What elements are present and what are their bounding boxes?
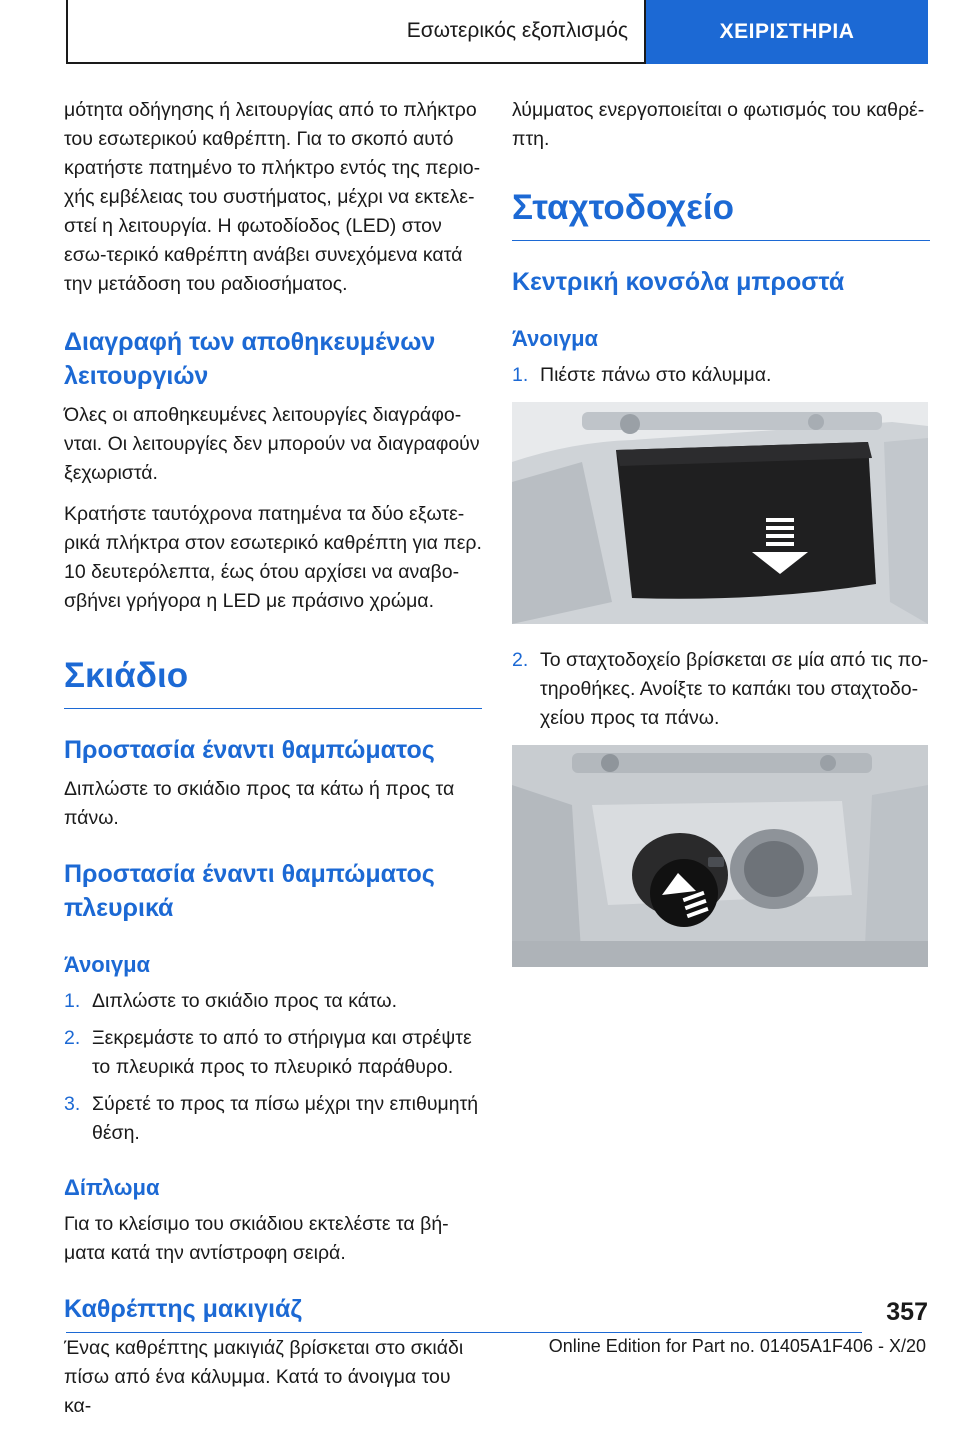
glare-heading: Προστασία έναντι θαμπώματος [64,736,435,764]
step-number: 3. [64,1093,81,1115]
step-number: 1. [512,364,529,386]
opening-heading: Άνοιγμα [512,326,599,351]
step-text: Διπλώστε το σκιάδιο προς τα κάτω. [92,990,398,1012]
list-item [64,987,482,1016]
opening-step-2 [512,646,930,733]
list-item [64,1090,482,1148]
ashtray-heading: Σταχτοδοχείο [512,188,930,241]
list-item [64,1024,482,1082]
mirror-heading: Καθρέπτης μακιγιάζ [64,1295,302,1323]
right-column [512,96,930,989]
step-number: 1. [64,990,81,1012]
console-heading: Κεντρική κονσόλα μπροστά [512,268,845,296]
section-title: Εσωτερικός εξοπλισμός [66,0,646,64]
ashtray-cover-photo [512,402,928,624]
cupholder-ashtray-photo [512,745,928,967]
opening-heading: Άνοιγμα [64,952,151,977]
step-number: 2. [64,1027,81,1049]
folding-text: Για το κλείσιμο του σκιάδιου εκτελέστε τα βή‐ματα κατά την αντίστροφη σειρά. [64,1213,449,1264]
opening-steps [64,987,482,1148]
footer-divider [66,1332,862,1333]
page-number: 357 [886,1298,928,1326]
glare-text: Διπλώστε το σκιάδιο προς τα κάτω ή προς τα πάνω. [64,778,455,829]
delete-heading: Διαγραφή των αποθηκευμένων λειτουργιών [64,328,436,390]
chapter-tab[interactable]: ΧΕΙΡΙΣΤΗΡΙΑ [646,0,928,64]
step-text: Ξεκρεμάστε το από το στήριγμα και στρέψτε το πλευρικά προς το πλευρικό παράθυρο. [92,1027,472,1078]
list-item [512,361,930,390]
intro-paragraph: μότητα οδήγησης ή λειτουργίας από το πλήκτρο του εσωτερικού καθρέπτη. Για το σκοπό αυτό κρατήστε πατημένο το πλήκτρο εντός της περιο‐χής εμβέλειας του συστήματος, μέχρι να εκτελε‐στεί η λειτουργία. Η φωτοδίοδος (LED) στον εσω‐τερικό καθρέπτη ανάβει συνεχόμενα κατά την μετάδοση του ραδιοσήματος. [64,99,481,295]
sunvisor-heading: Σκιάδιο [64,656,482,709]
opening-step-1 [512,361,930,390]
list-item [512,646,930,733]
intro-paragraph: λύμματος ενεργοποιείται ο φωτισμός του καθρέ‐πτη. [512,99,925,150]
ashtray-cover-illustration [512,402,928,624]
mirror-text: Ένας καθρέπτης μακιγιάζ βρίσκεται στο σκιάδι πίσω από ένα κάλυμμα. Κατά το άνοιγμα του κα‐ [64,1337,464,1417]
step-number: 2. [512,649,529,671]
delete-paragraph-2: Κρατήστε ταυτόχρονα πατημένα τα δύο εξωτε‐ρικά πλήκτρα στον εσωτερικό καθρέπτη για περ. 10 δευτερόλεπτα, έως ότου αρχίσει να αναβο‐σβήνει γρήγορα η LED με πράσινο χρώμα. [64,503,482,612]
cupholder-ashtray-illustration [512,745,928,967]
step-text: Το σταχτοδοχείο βρίσκεται σε μία από τις πο‐τηροθήκες. Ανοίξτε το καπάκι του σταχτοδο‐χείου προς τα πάνω. [540,649,929,729]
step-text: Σύρετέ το προς τα πίσω μέχρι την επιθυμητή θέση. [92,1093,479,1144]
left-column [64,96,482,1433]
page-header [66,0,928,66]
delete-paragraph-1: Όλες οι αποθηκευμένες λειτουργίες διαγράφο‐νται. Οι λειτουργίες δεν μπορούν να διαγραφούν ξεχωριστά. [64,404,480,484]
folding-heading: Δίπλωμα [64,1175,160,1200]
step-text: Πιέστε πάνω στο κάλυμμα. [540,364,772,386]
edition-text: Online Edition for Part no. 01405A1F406 - X/20 [548,1336,926,1356]
side-glare-heading: Προστασία έναντι θαμπώματος πλευρικά [64,860,435,922]
